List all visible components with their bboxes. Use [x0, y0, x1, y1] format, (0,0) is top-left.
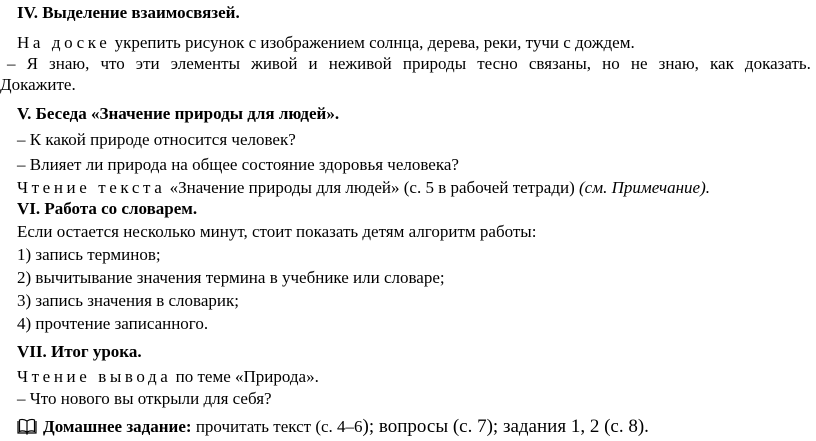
question-1: – К какой природе относится человек?: [17, 130, 296, 149]
board-instruction-text: укрепить рисунок с изображением солнца, дерева, реки, тучи с дождем.: [110, 33, 635, 52]
quote-word: –: [7, 54, 16, 73]
step-4: 4) прочтение записанного.: [17, 314, 209, 333]
conclusion-text: по теме «Природа».: [171, 367, 319, 386]
quote-word: но: [602, 54, 620, 73]
conclusion-question: – Что нового вы открыли для себя?: [17, 389, 272, 408]
quote-word: связаны,: [528, 54, 592, 73]
quote-end: Докажите.: [0, 75, 76, 94]
step-2: 2) вычитывание значения термина в учебнике или словаре;: [17, 268, 445, 287]
conclusion-reading: [17, 367, 319, 387]
quote-word: знаю,: [658, 54, 699, 73]
quote-word: Я: [26, 54, 38, 73]
section-5-heading: V. Беседа «Значение природы для людей».: [17, 104, 340, 123]
quote-word: знаю,: [49, 54, 90, 73]
homework-text-large: ); вопросы (с. 7); задания 1, 2 (с. 8).: [362, 416, 649, 437]
quote-word: тесно: [477, 54, 518, 73]
quote-word: доказать.: [744, 54, 811, 73]
reading-note: (см. Примечание).: [579, 178, 711, 197]
homework-label: Домашнее задание:: [43, 417, 192, 436]
conclusion-spaced-text: Чтение вывода: [17, 367, 172, 386]
step-1: 1) запись терминов;: [17, 245, 161, 264]
quote-word: и: [308, 54, 318, 73]
question-2: – Влияет ли природа на общее состояние здоровья человека?: [17, 155, 459, 174]
book-icon: [17, 418, 37, 440]
homework-text-small: прочитать текст (с. 4–6: [191, 417, 363, 436]
quote-word: живой: [251, 54, 298, 73]
quote-line: [7, 54, 811, 74]
dictionary-intro: Если остается несколько минут, стоит показать детям алгоритм работы:: [17, 222, 537, 241]
quote-word: как: [710, 54, 734, 73]
homework-line: [17, 417, 649, 440]
quote-word: что: [100, 54, 125, 73]
reading-instruction: [17, 178, 710, 198]
quote-word: неживой: [328, 54, 392, 73]
section-4-heading: IV. Выделение взаимосвязей.: [17, 3, 240, 22]
quote-word: эти: [135, 54, 160, 73]
section-7-heading: VII. Итог урока.: [17, 342, 142, 361]
board-spaced-text: На доске: [17, 33, 111, 52]
section-6-heading: VI. Работа со словарем.: [17, 199, 198, 218]
board-instruction: [17, 33, 635, 53]
quote-word: не: [630, 54, 648, 73]
step-3: 3) запись значения в словарик;: [17, 291, 239, 310]
reading-spaced-text: Чтение текста: [17, 178, 166, 197]
quote-word: элементы: [170, 54, 240, 73]
quote-word: природы: [402, 54, 467, 73]
reading-text: «Значение природы для людей» (с. 5 в рабочей тетради): [165, 178, 580, 197]
